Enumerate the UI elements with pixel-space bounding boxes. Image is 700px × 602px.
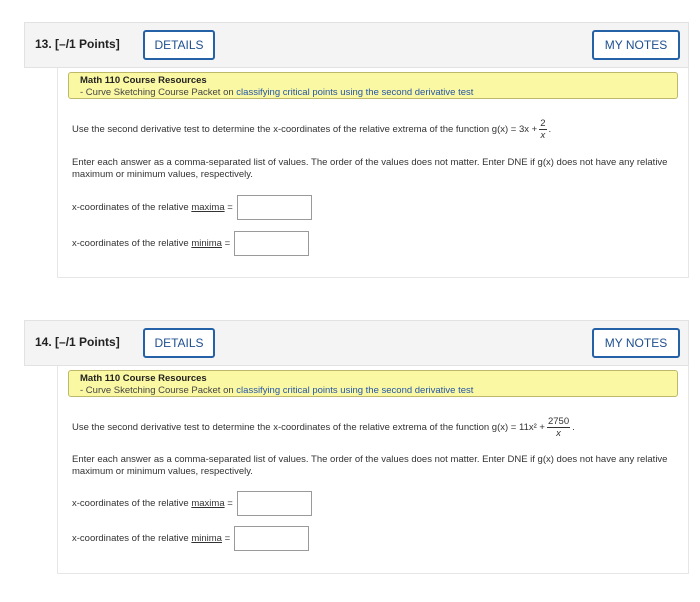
question-prompt: Use the second derivative test to determine the x-coordinates of the relative extrema of the function g(x) = 3x + $\frac{2}{x}$ .	[72, 118, 552, 141]
maxima-input[interactable]	[237, 491, 312, 516]
my-notes-button[interactable]: MY NOTES	[592, 328, 680, 358]
resources-link[interactable]: classifying critical points using the second derivative test	[236, 385, 474, 396]
minima-label: x-coordinates of the relative minima =	[72, 533, 231, 544]
details-button[interactable]: DETAILS	[143, 30, 215, 60]
maxima-label: x-coordinates of the relative maxima =	[72, 498, 233, 509]
resources-line: - Curve Sketching Course Packet on classifying critical points using the second derivative test	[80, 87, 474, 98]
fraction: $\frac{2}{x}$	[540, 118, 546, 141]
question-prompt: Use the second derivative test to determine the x-coordinates of the relative extrema of the function g(x) = 11x² + $\frac{2750}{x}$ .	[72, 416, 575, 439]
resources-title: Math 110 Course Resources	[80, 75, 207, 86]
minima-input[interactable]	[234, 231, 309, 256]
minima-row	[72, 526, 309, 551]
my-notes-button[interactable]: MY NOTES	[592, 30, 680, 60]
minima-input[interactable]	[234, 526, 309, 551]
resources-link[interactable]: classifying critical points using the second derivative test	[236, 87, 474, 98]
minima-row	[72, 231, 309, 256]
question-number: 13. [–/1 Points]	[35, 37, 120, 51]
fraction: $\frac{2750}{x}$	[547, 416, 570, 439]
course-resources-box	[68, 370, 678, 397]
resources-title: Math 110 Course Resources	[80, 373, 207, 384]
question-number: 14. [–/1 Points]	[35, 335, 120, 349]
maxima-input[interactable]	[237, 195, 312, 220]
question-body	[57, 68, 689, 278]
question-14	[24, 320, 689, 574]
question-header	[24, 22, 689, 68]
details-button[interactable]: DETAILS	[143, 328, 215, 358]
maxima-row	[72, 195, 312, 220]
maxima-row	[72, 491, 312, 516]
course-resources-box	[68, 72, 678, 99]
question-body	[57, 366, 689, 574]
instructions-text: Enter each answer as a comma-separated list of values. The order of the values does not matter. Enter DNE if g(x) does not have any relative maximum or minimum values, respectively.	[72, 157, 668, 180]
resources-line: - Curve Sketching Course Packet on classifying critical points using the second derivative test	[80, 385, 474, 396]
minima-label: x-coordinates of the relative minima =	[72, 238, 231, 249]
question-13	[24, 22, 689, 278]
instructions-text: Enter each answer as a comma-separated list of values. The order of the values does not matter. Enter DNE if g(x) does not have any relative maximum or minimum values, respectively.	[72, 454, 668, 477]
maxima-label: x-coordinates of the relative maxima =	[72, 202, 233, 213]
question-header	[24, 320, 689, 366]
